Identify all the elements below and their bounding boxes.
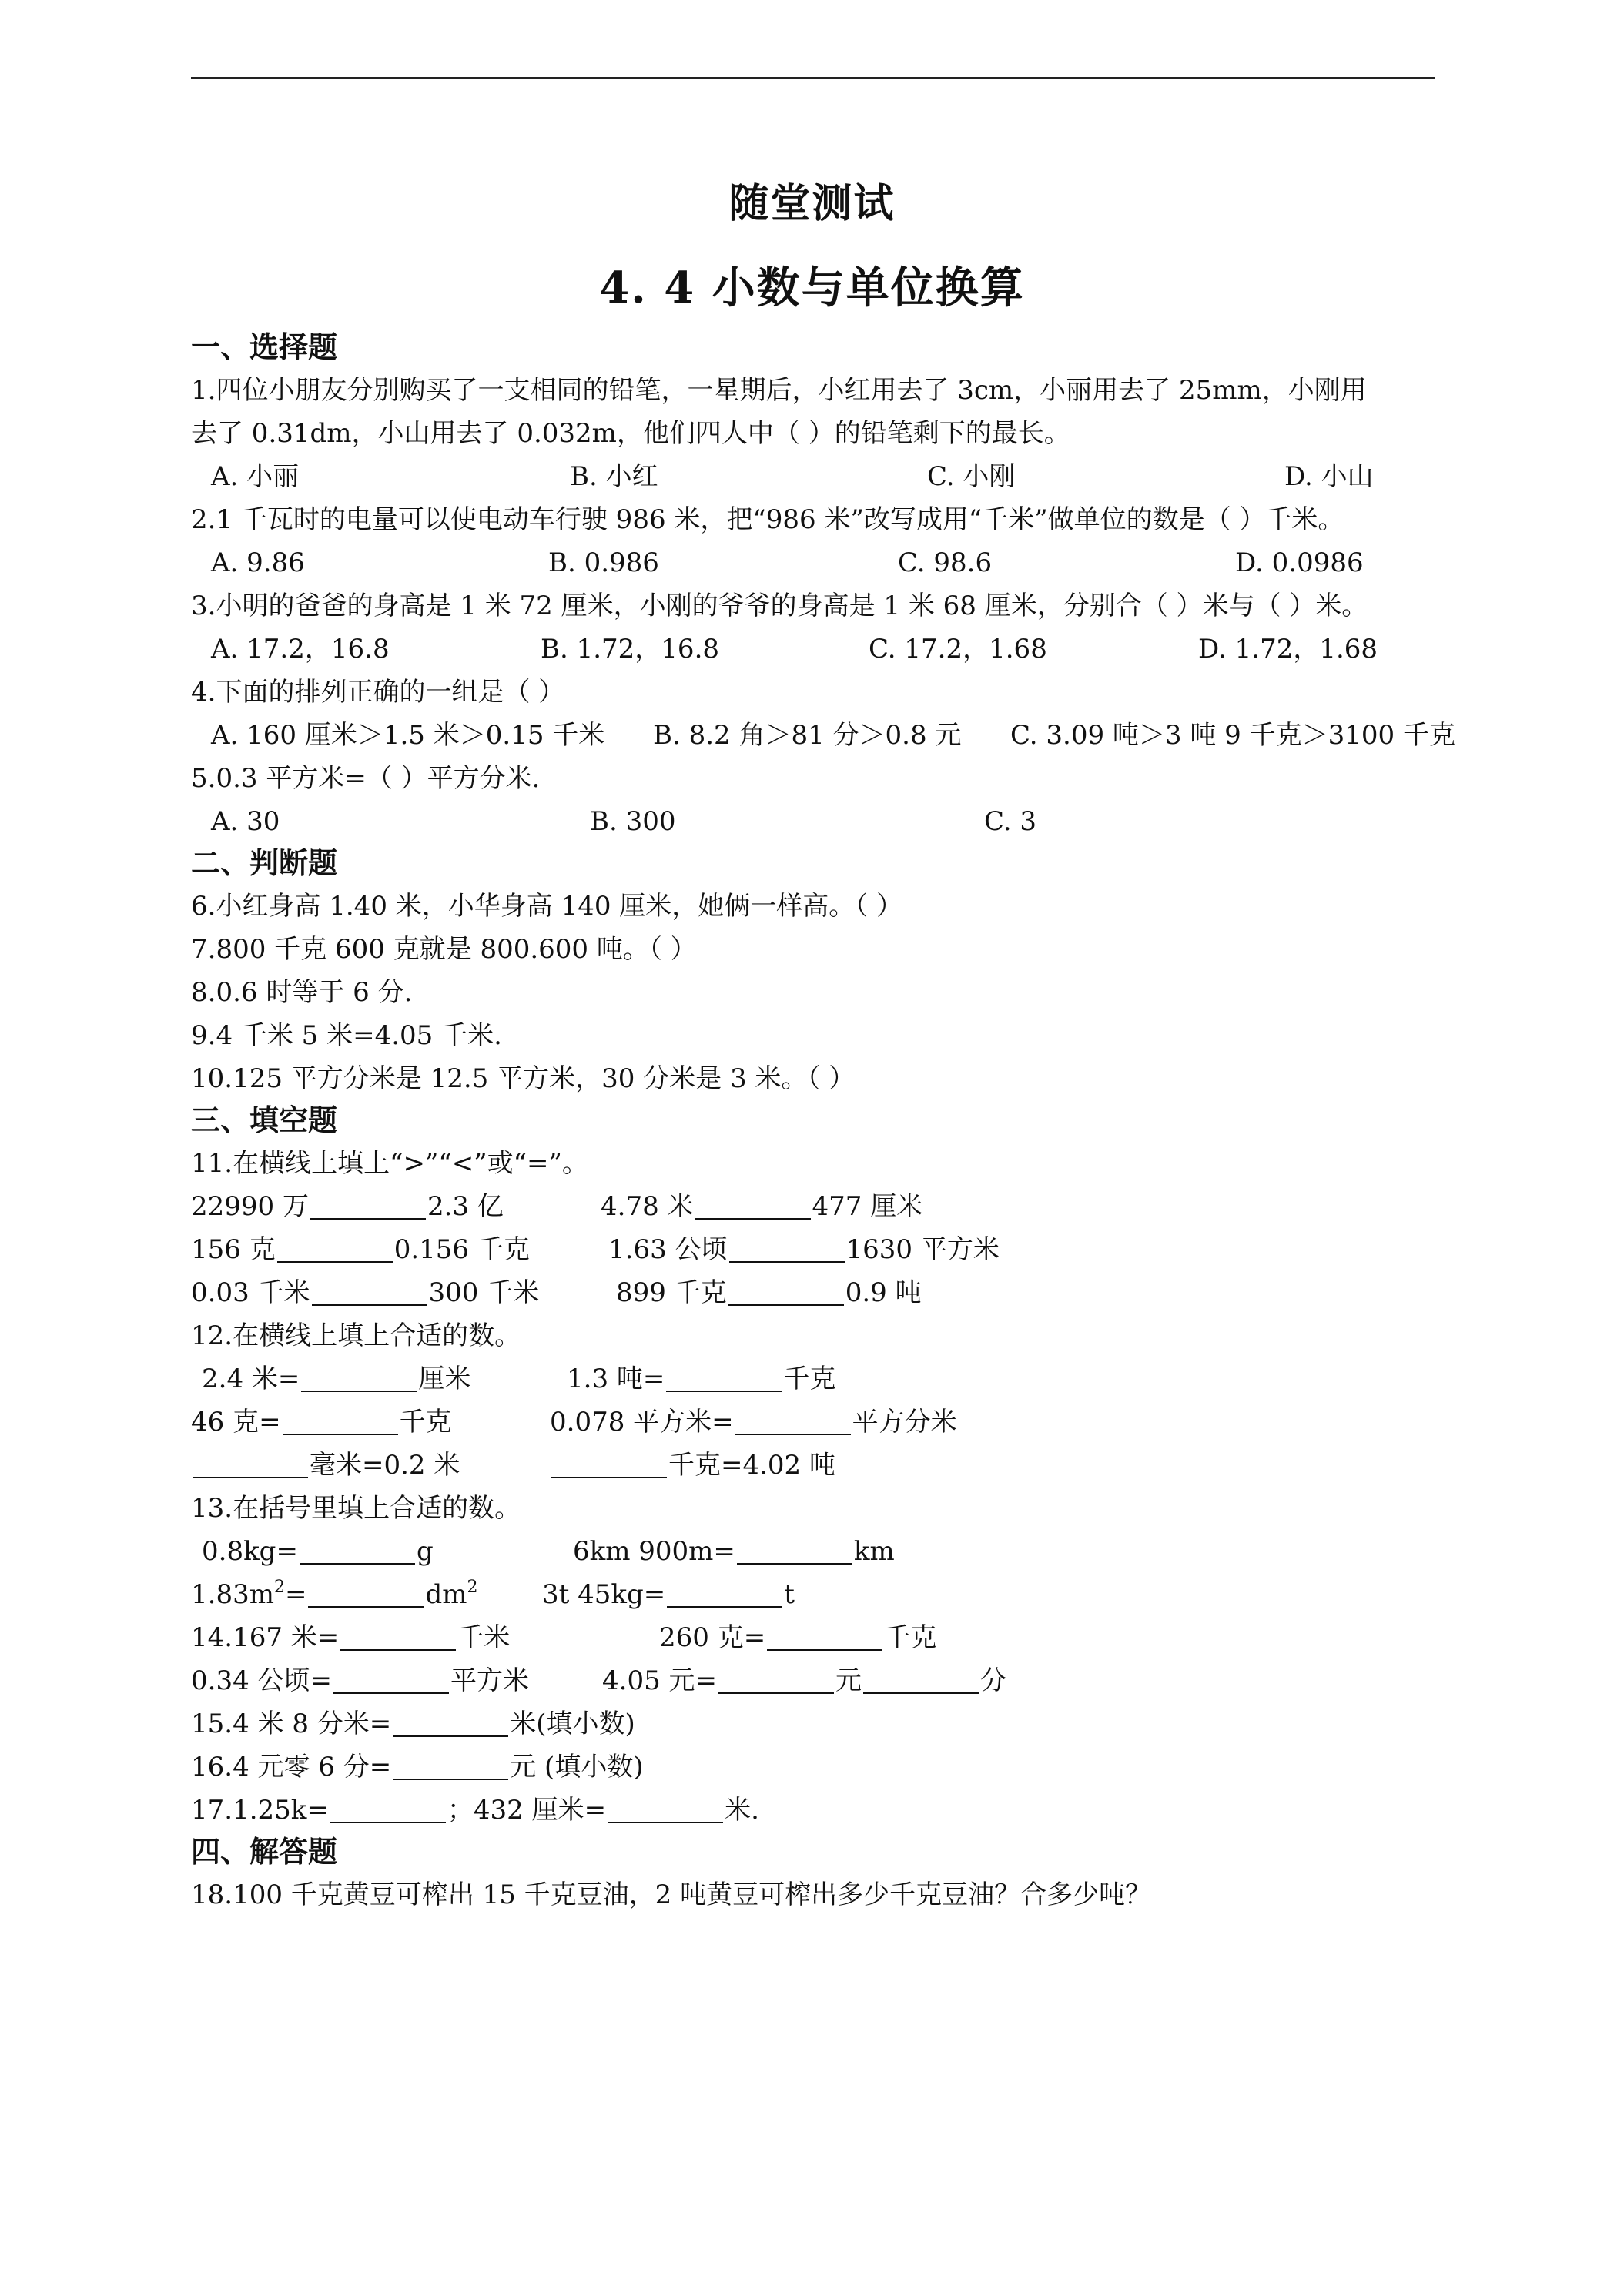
q3-option-a: A. 17.2，16.8 — [211, 634, 390, 664]
q12-item: 2.4 米= 厘米 — [202, 1364, 471, 1394]
q12-item: 千克=4.02 吨 — [550, 1446, 835, 1484]
question-15: 15.4 米 8 分米= 米(填小数) — [191, 1709, 635, 1739]
q14-item: 14.167 米= 千米 — [191, 1622, 511, 1653]
q11-item: 899 千克 0.9 吨 — [616, 1277, 922, 1308]
q12-item: 1.3 吨= 千克 — [567, 1364, 836, 1394]
question-7: 7.800 千克 600 克就是 800.600 吨。（ ） — [191, 934, 697, 965]
answer-blank[interactable] — [737, 1563, 852, 1565]
q13-item: 3t 45kg= t — [542, 1579, 795, 1610]
question-3: 3.小明的爸爸的身高是 1 米 72 厘米，小刚的爷爷的身高是 1 米 68 厘米，分别合（ ）米与（ ）米。 — [191, 591, 1368, 621]
answer-blank[interactable] — [728, 1304, 844, 1306]
q12-item: 0.078 平方米= 平方分米 — [550, 1407, 957, 1438]
answer-blank[interactable] — [767, 1649, 882, 1651]
section-heading-choice: 一、选择题 — [191, 330, 338, 364]
q4-option-a: A. 160 厘米＞1.5 米＞0.15 千米 — [211, 720, 605, 751]
q1-option-b: B. 小红 — [570, 461, 658, 492]
q1-option-a: A. 小丽 — [211, 461, 300, 492]
q11-item: 0.03 千米 300 千米 — [191, 1277, 540, 1308]
q4-option-c: C. 3.09 吨＞3 吨 9 千克＞3100 千克 — [1010, 720, 1455, 751]
answer-blank[interactable] — [301, 1391, 417, 1392]
q3-option-d: D. 1.72，1.68 — [1198, 634, 1378, 664]
question-2: 2.1 千瓦时的电量可以使电动车行驶 986 米，把“986 米”改写成用“千米”做单位的数是（ ）千米。 — [191, 504, 1344, 535]
q13-item: 6km 900m= km — [573, 1536, 895, 1567]
question-10: 10.125 平方分米是 12.5 平方米，30 分米是 3 米。（ ） — [191, 1063, 856, 1094]
q11-item: 4.78 米 477 厘米 — [601, 1191, 923, 1222]
answer-blank[interactable] — [330, 1822, 446, 1823]
q11-item: 156 克 0.156 千克 — [191, 1234, 530, 1265]
answer-blank[interactable] — [718, 1692, 834, 1694]
answer-blank[interactable] — [667, 1606, 782, 1608]
page-subtitle: 4. 4 小数与单位换算 — [599, 263, 1025, 313]
q14-item: 4.05 元= 元 分 — [602, 1665, 1006, 1696]
answer-blank[interactable] — [283, 1434, 398, 1435]
question-16: 16.4 元零 6 分= 元 (填小数) — [191, 1752, 644, 1782]
q13-item: $1.83m^2= dm^2$ — [191, 1578, 478, 1610]
answer-blank[interactable] — [735, 1434, 851, 1435]
answer-blank[interactable] — [193, 1477, 308, 1478]
question-8: 8.0.6 时等于 6 分. — [191, 977, 413, 1008]
q2-option-a: A. 9.86 — [211, 547, 305, 578]
section-heading-fill: 三、填空题 — [191, 1103, 338, 1137]
answer-blank[interactable] — [695, 1218, 811, 1220]
q13-item: 0.8kg= g — [202, 1536, 434, 1567]
question-1-line-1: 1.四位小朋友分别购买了一支相同的铅笔，一星期后，小红用去了 3cm，小丽用去了 25mm，小刚用 — [191, 375, 1367, 406]
q11-item: 1.63 公顷 1630 平方米 — [608, 1234, 1000, 1265]
q1-option-c: C. 小刚 — [927, 461, 1016, 492]
q4-option-b: B. 8.2 角＞81 分＞0.8 元 — [653, 720, 962, 751]
q1-option-d: D. 小山 — [1284, 461, 1374, 492]
answer-blank[interactable] — [308, 1606, 424, 1608]
question-6: 6.小红身高 1.40 米，小华身高 140 厘米，她俩一样高。（ ） — [191, 891, 903, 922]
question-18: 18.100 千克黄豆可榨出 15 千克豆油，2 吨黄豆可榨出多少千克豆油？合多少吨？ — [191, 1879, 1152, 1910]
answer-blank[interactable] — [333, 1692, 449, 1694]
q5-option-a: A. 30 — [211, 806, 280, 837]
q12-item: 46 克= 千克 — [191, 1407, 452, 1438]
answer-blank[interactable] — [310, 1218, 426, 1220]
q3-option-c: C. 17.2，1.68 — [869, 634, 1047, 664]
question-5: 5.0.3 平方米=（ ）平方分米． — [191, 763, 558, 794]
answer-blank[interactable] — [340, 1649, 456, 1651]
answer-blank[interactable] — [551, 1477, 667, 1478]
q5-option-b: B. 300 — [590, 806, 676, 837]
q2-option-d: D. 0.0986 — [1235, 547, 1364, 578]
q14-item: 0.34 公顷= 平方米 — [191, 1665, 529, 1696]
answer-blank[interactable] — [608, 1822, 723, 1823]
question-12: 12.在横线上填上合适的数。 — [191, 1320, 521, 1351]
q12-item: 毫米=0.2 米 — [191, 1446, 460, 1484]
q2-option-c: C. 98.6 — [898, 547, 993, 578]
answer-blank[interactable] — [393, 1735, 508, 1737]
q3-option-b: B. 1.72，16.8 — [541, 634, 720, 664]
answer-blank[interactable] — [277, 1261, 393, 1263]
answer-blank[interactable] — [393, 1779, 508, 1780]
page-title: 随堂测试 — [728, 180, 896, 227]
section-heading-judge: 二、判断题 — [191, 846, 338, 880]
q5-option-c: C. 3 — [984, 806, 1037, 837]
q14-item: 260 克= 千克 — [659, 1622, 937, 1653]
answer-blank[interactable] — [729, 1261, 845, 1263]
answer-blank[interactable] — [312, 1304, 427, 1306]
question-13: 13.在括号里填上合适的数。 — [191, 1493, 521, 1524]
q11-item: 22990 万 2.3 亿 — [191, 1191, 504, 1222]
section-heading-solve: 四、解答题 — [191, 1835, 338, 1869]
question-1-line-2: 去了 0.31dm，小山用去了 0.032m，他们四人中（ ）的铅笔剩下的最长。 — [191, 418, 1070, 449]
q2-option-b: B. 0.986 — [548, 547, 659, 578]
question-4: 4.下面的排列正确的一组是（ ） — [191, 677, 565, 708]
header-rule — [191, 77, 1435, 79]
question-9: 9.4 千米 5 米=4.05 千米. — [191, 1020, 502, 1051]
answer-blank[interactable] — [666, 1391, 782, 1392]
answer-blank[interactable] — [863, 1692, 979, 1694]
question-11: 11.在横线上填上“>”“<”或“=”。 — [191, 1148, 588, 1179]
answer-blank[interactable] — [300, 1563, 415, 1565]
question-17: 17.1.25k= ；432 厘米= 米. — [191, 1795, 759, 1826]
